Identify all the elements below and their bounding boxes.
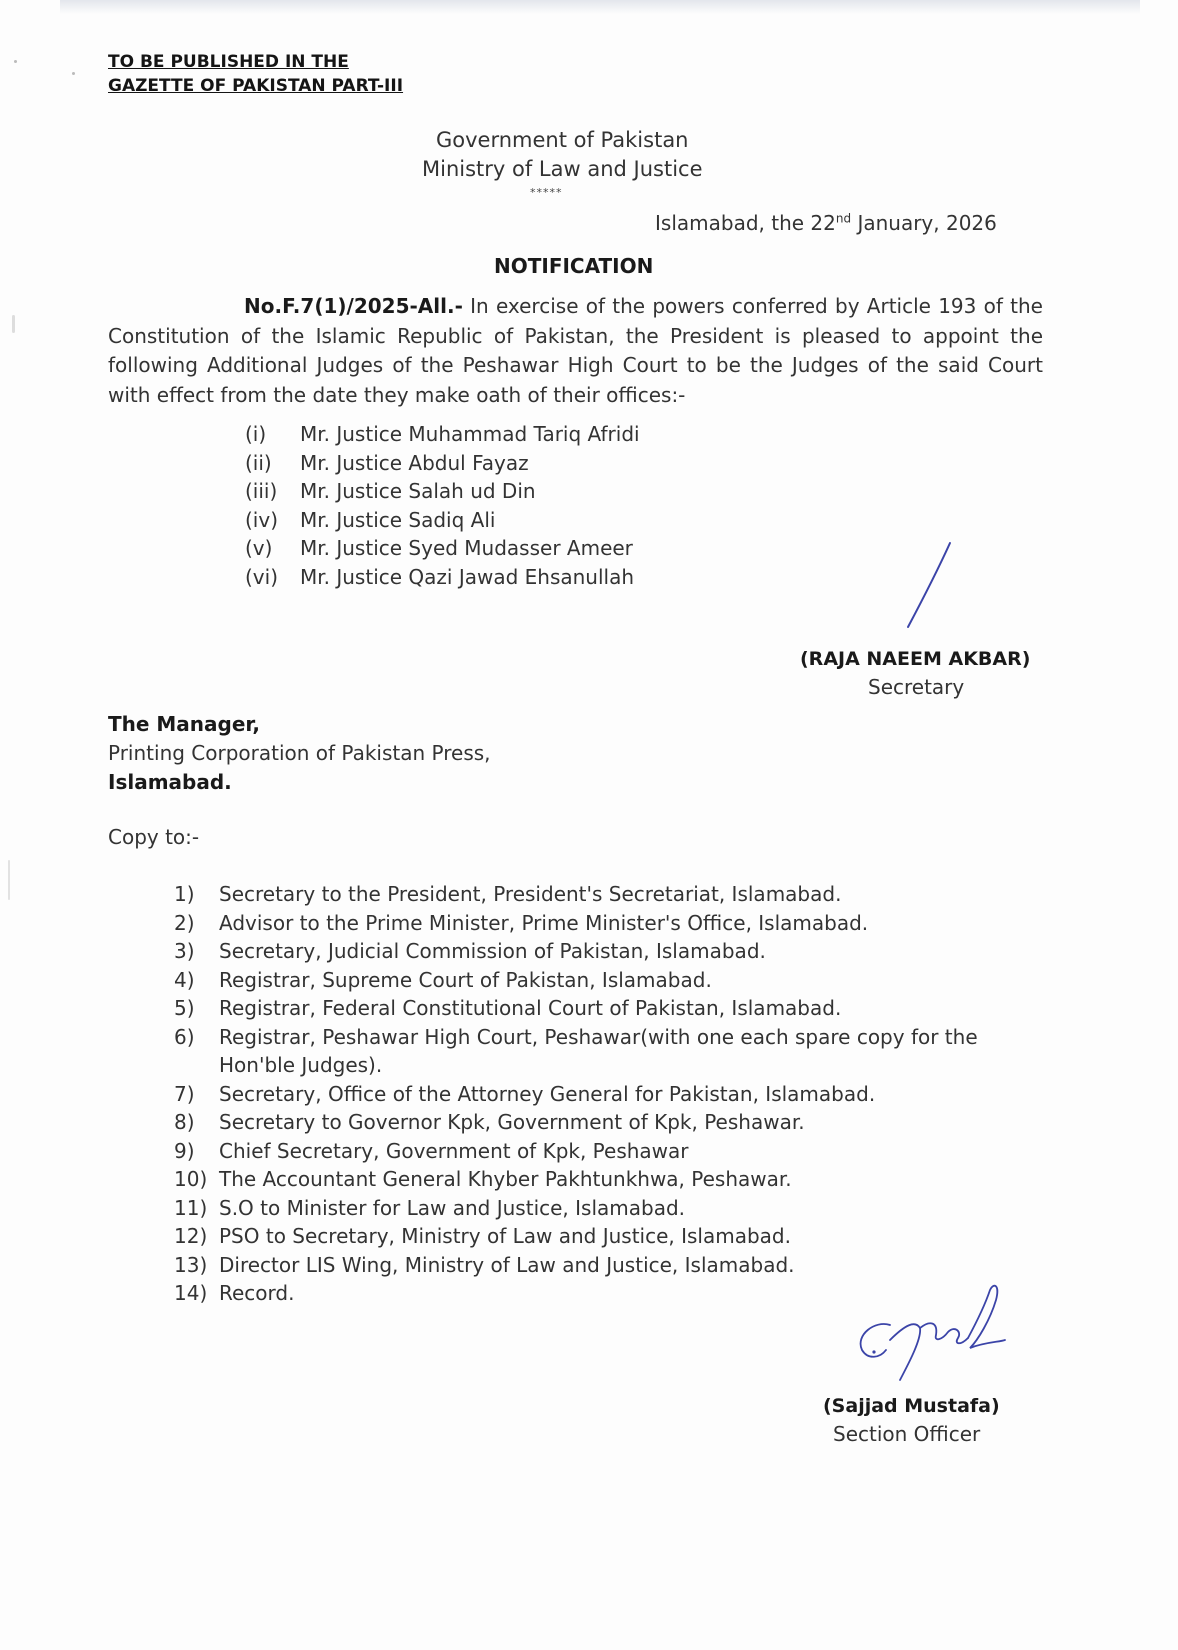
copy-item: 8) Secretary to Governor Kpk, Government of Kpk, Peshawar. [174,1110,805,1134]
copy-item: 14) Record. [174,1281,295,1305]
signature-secretary [900,535,960,635]
copy-item: 7) Secretary, Office of the Attorney General for Pakistan, Islamabad. [174,1081,876,1106]
notification-body [108,292,1043,410]
copy-item: 12) PSO to Secretary, Ministry of Law and Justice, Islamabad. [174,1224,791,1248]
scan-speck [14,60,17,63]
judge-item: (ii) Mr. Justice Abdul Fayaz [245,450,529,475]
section-officer-title: Section Officer [833,1422,981,1446]
copy-item: 2) Advisor to the Prime Minister, Prime Minister's Office, Islamabad. [174,910,869,935]
judge-item: (iii) Mr. Justice Salah ud Din [245,479,536,503]
judge-item: (i) Mr. Justice Muhammad Tariq Afridi [245,422,640,446]
judge-item: (iv) Mr. Justice Sadiq Ali [245,507,496,532]
gazette-line-1: TO BE PUBLISHED IN THE [108,52,349,72]
notification-text: In exercise of the powers conferred by Article 193 of the Constitution of the Islamic Republic of Pakistan, the President is pleased to appoint the following Additional Judges of the Peshawar High Court to be the Judges of the said Court with effect from the date they make oath of their offices:- [108,294,1043,407]
judges-list [245,420,640,591]
gazette-line-2: GAZETTE OF PAKISTAN PART-III [108,76,404,96]
notification-title: NOTIFICATION [494,254,654,278]
section-officer-name: (Sajjad Mustafa) [823,1395,1000,1417]
copy-item: 5) Registrar, Federal Constitutional Court of Pakistan, Islamabad. [174,996,842,1020]
copy-to-label: Copy to:- [108,825,200,849]
separator-stars: ***** [530,186,563,199]
date-line: Islamabad, the 22nd January, 2026 [655,211,997,235]
addressee-line-3: Islamabad. [108,770,232,794]
scan-shadow [60,0,1140,14]
copy-item: 3) Secretary, Judicial Commission of Pakistan, Islamabad. [174,939,766,963]
copy-item: 1) Secretary to the President, President's Secretariat, Islamabad. [174,882,842,906]
scan-speck [72,72,75,75]
gazette-heading [108,50,403,98]
addressee-block [108,710,491,797]
judge-item: (v) Mr. Justice Syed Mudasser Ameer [245,536,633,560]
copy-item: 4) Registrar, Supreme Court of Pakistan, Islamabad. [174,967,712,992]
government-name: Government of Pakistan [436,128,689,152]
copy-item: 6) Registrar, Peshawar High Court, Peshawar(with one each spare copy for the Hon'ble Judges). [174,1024,978,1077]
secretary-name: (RAJA NAEEM AKBAR) [800,648,1031,670]
signature-section-officer [850,1280,1010,1390]
ministry-name: Ministry of Law and Justice [422,157,703,181]
copy-item: 11) S.O to Minister for Law and Justice, Islamabad. [174,1195,686,1220]
judge-item: (vi) Mr. Justice Qazi Jawad Ehsanullah [245,564,635,589]
secretary-title: Secretary [868,675,965,699]
copy-item: 13) Director LIS Wing, Ministry of Law and Justice, Islamabad. [174,1252,795,1277]
notification-reference: No.F.7(1)/2025-All.- [244,294,463,318]
scan-mark [12,315,15,333]
addressee-line-1: The Manager, [108,712,260,736]
addressee-line-2: Printing Corporation of Pakistan Press, [108,741,491,765]
copy-item: 9) Chief Secretary, Government of Kpk, Peshawar [174,1138,689,1163]
copy-item: 10) The Accountant General Khyber Pakhtunkhwa, Peshawar. [174,1167,792,1191]
copy-to-list [174,880,1034,1308]
scan-mark [8,860,10,900]
